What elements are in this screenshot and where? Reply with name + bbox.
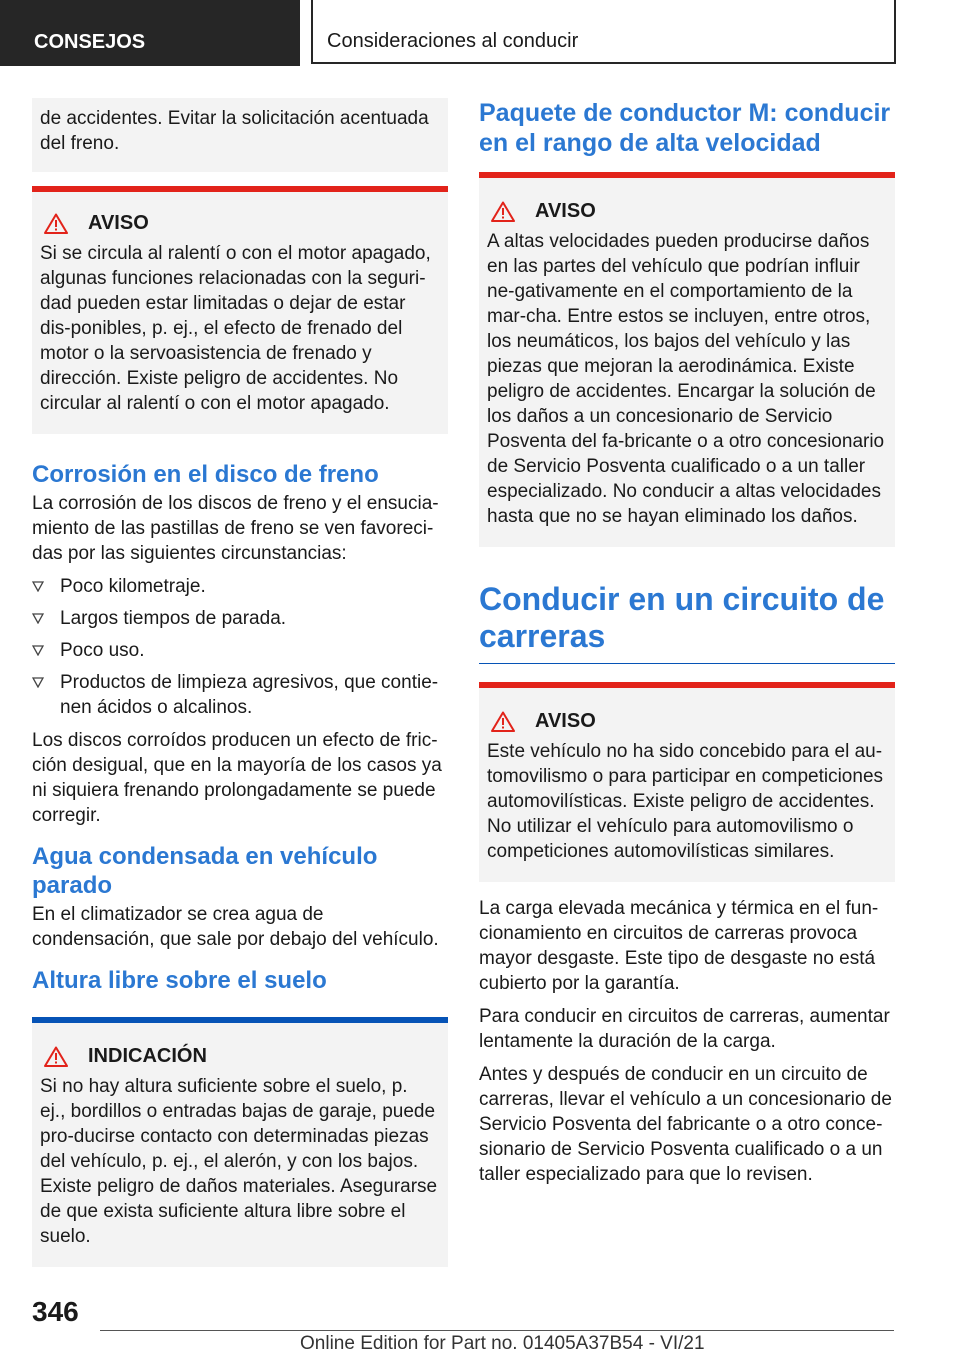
corrosion-list	[32, 574, 448, 720]
list-item: Poco uso.	[32, 638, 448, 663]
bullet-triangle-icon	[32, 581, 44, 592]
warning-title: AVISO	[40, 212, 438, 235]
bullet-triangle-icon	[32, 645, 44, 656]
corrosion-intro: La corrosión de los discos de freno y el ensucia-miento de las pastillas de freno se ven favoreci-das por las siguientes circunstancias:	[32, 493, 439, 564]
warning-box-racetrack	[479, 682, 895, 882]
note-title: INDICACIÓN	[40, 1045, 438, 1068]
warning-box-speed	[479, 172, 895, 547]
page-header	[0, 0, 960, 66]
warning-triangle-icon	[491, 201, 515, 222]
heading-clearance: Altura libre sobre el suelo	[32, 967, 327, 994]
bullet-triangle-icon	[32, 613, 44, 624]
note-text: Si no hay altura suficiente sobre el suelo, p. ej., bordillos o entradas bajas de garaje, puede pro-ducirse contacto con determinadas piezas del vehículo, p. ej., el alerón, y con los bajos. Existe peligro de daños materiales. Asegurarse de que exista suficiente altura libre sobre el suelo.	[40, 1076, 438, 1247]
left-column	[32, 98, 448, 1267]
racetrack-paragraph-2: Para conducir en circuitos de carreras, aumentar lentamente la duración de la carga.	[479, 1006, 890, 1052]
chapter-title: Consideraciones al conducir	[311, 0, 896, 64]
warning-text: A altas velocidades pueden producirse daños en las partes del vehículo que podrían influir ne-gativamente en el comportamiento de la mar-cha. Entre estos se incluyen, entre otros, los neumáticos, los bajos del vehículo y las piezas que mejoran la aerodinámica. Existe peligro de accidentes. Encargar la solución de los daños a un concesionario de Servicio Posventa del fa-bricante o a otro concesionario de Servicio Posventa cualificado o a un taller especializado. No conducir a altas velocidades hasta que no se hayan eliminado los daños.	[487, 231, 885, 527]
warning-title: AVISO	[487, 710, 885, 733]
heading-racetrack: Conducir en un circuito de carreras	[479, 581, 895, 664]
edition-text: Online Edition for Part no. 01405A37B54 - VI/21	[300, 1333, 705, 1354]
right-column	[479, 98, 895, 1195]
intro-text: de accidentes. Evitar la solicitación acentuada del freno.	[40, 108, 429, 154]
list-item: Largos tiempos de parada.	[32, 606, 448, 631]
warning-triangle-icon	[491, 711, 515, 732]
bullet-triangle-icon	[32, 677, 44, 688]
footer-divider	[100, 1330, 894, 1331]
heading-condensation: Agua condensada en vehículo parado	[32, 843, 378, 899]
note-box-clearance	[32, 1017, 448, 1267]
warning-triangle-icon	[44, 213, 68, 234]
page-number: 346	[32, 1296, 79, 1327]
intro-box	[32, 98, 448, 172]
warning-text: Este vehículo no ha sido concebido para el au-tomovilismo o para participar en competiciones automovilísticas. Existe peligro de accidentes. No utilizar el vehículo para automovilismo o competiciones automovilísticas similares.	[487, 741, 884, 862]
warning-text: Si se circula al ralentí o con el motor apagado, algunas funciones relacionadas con la seguri-dad pueden estar limitadas o dejar de estar dis-ponibles, p. ej., el efecto de frenado del motor o la servoasistencia de frenado y dirección. Existe peligro de accidentes. No circular al ralentí o con el motor apagado.	[40, 243, 431, 414]
racetrack-paragraph-3: Antes y después de conducir en un circuito de carreras, llevar el vehículo a un concesionario de Servicio Posventa del fabricante o a otro conce-sionario de Servicio Posventa cualificado o a un taller especializado para que lo revisen.	[479, 1064, 892, 1185]
heading-m-package: Paquete de conductor M: conducir en el rango de alta velocidad	[479, 99, 891, 157]
section-tab: CONSEJOS	[0, 0, 300, 66]
heading-corrosion: Corrosión en el disco de freno	[32, 461, 379, 488]
warning-box-idle	[32, 186, 448, 434]
racetrack-paragraph-1: La carga elevada mecánica y térmica en el fun-cionamiento en circuitos de carreras provoca mayor desgaste. Este tipo de desgaste no está cubierto por la garantía.	[479, 898, 879, 994]
warning-title: AVISO	[487, 200, 885, 223]
list-item: Poco kilometraje.	[32, 574, 448, 599]
warning-triangle-icon	[44, 1046, 68, 1067]
list-item: Productos de limpieza agresivos, que contie-nen ácidos o alcalinos.	[32, 670, 448, 720]
corrosion-outro: Los discos corroídos producen un efecto de fric-ción desigual, que en la mayoría de los casos ya ni siquiera frenando prolongadamente se puede corregir.	[32, 730, 442, 826]
condensation-text: En el climatizador se crea agua de condensación, que sale por debajo del vehículo.	[32, 904, 439, 950]
